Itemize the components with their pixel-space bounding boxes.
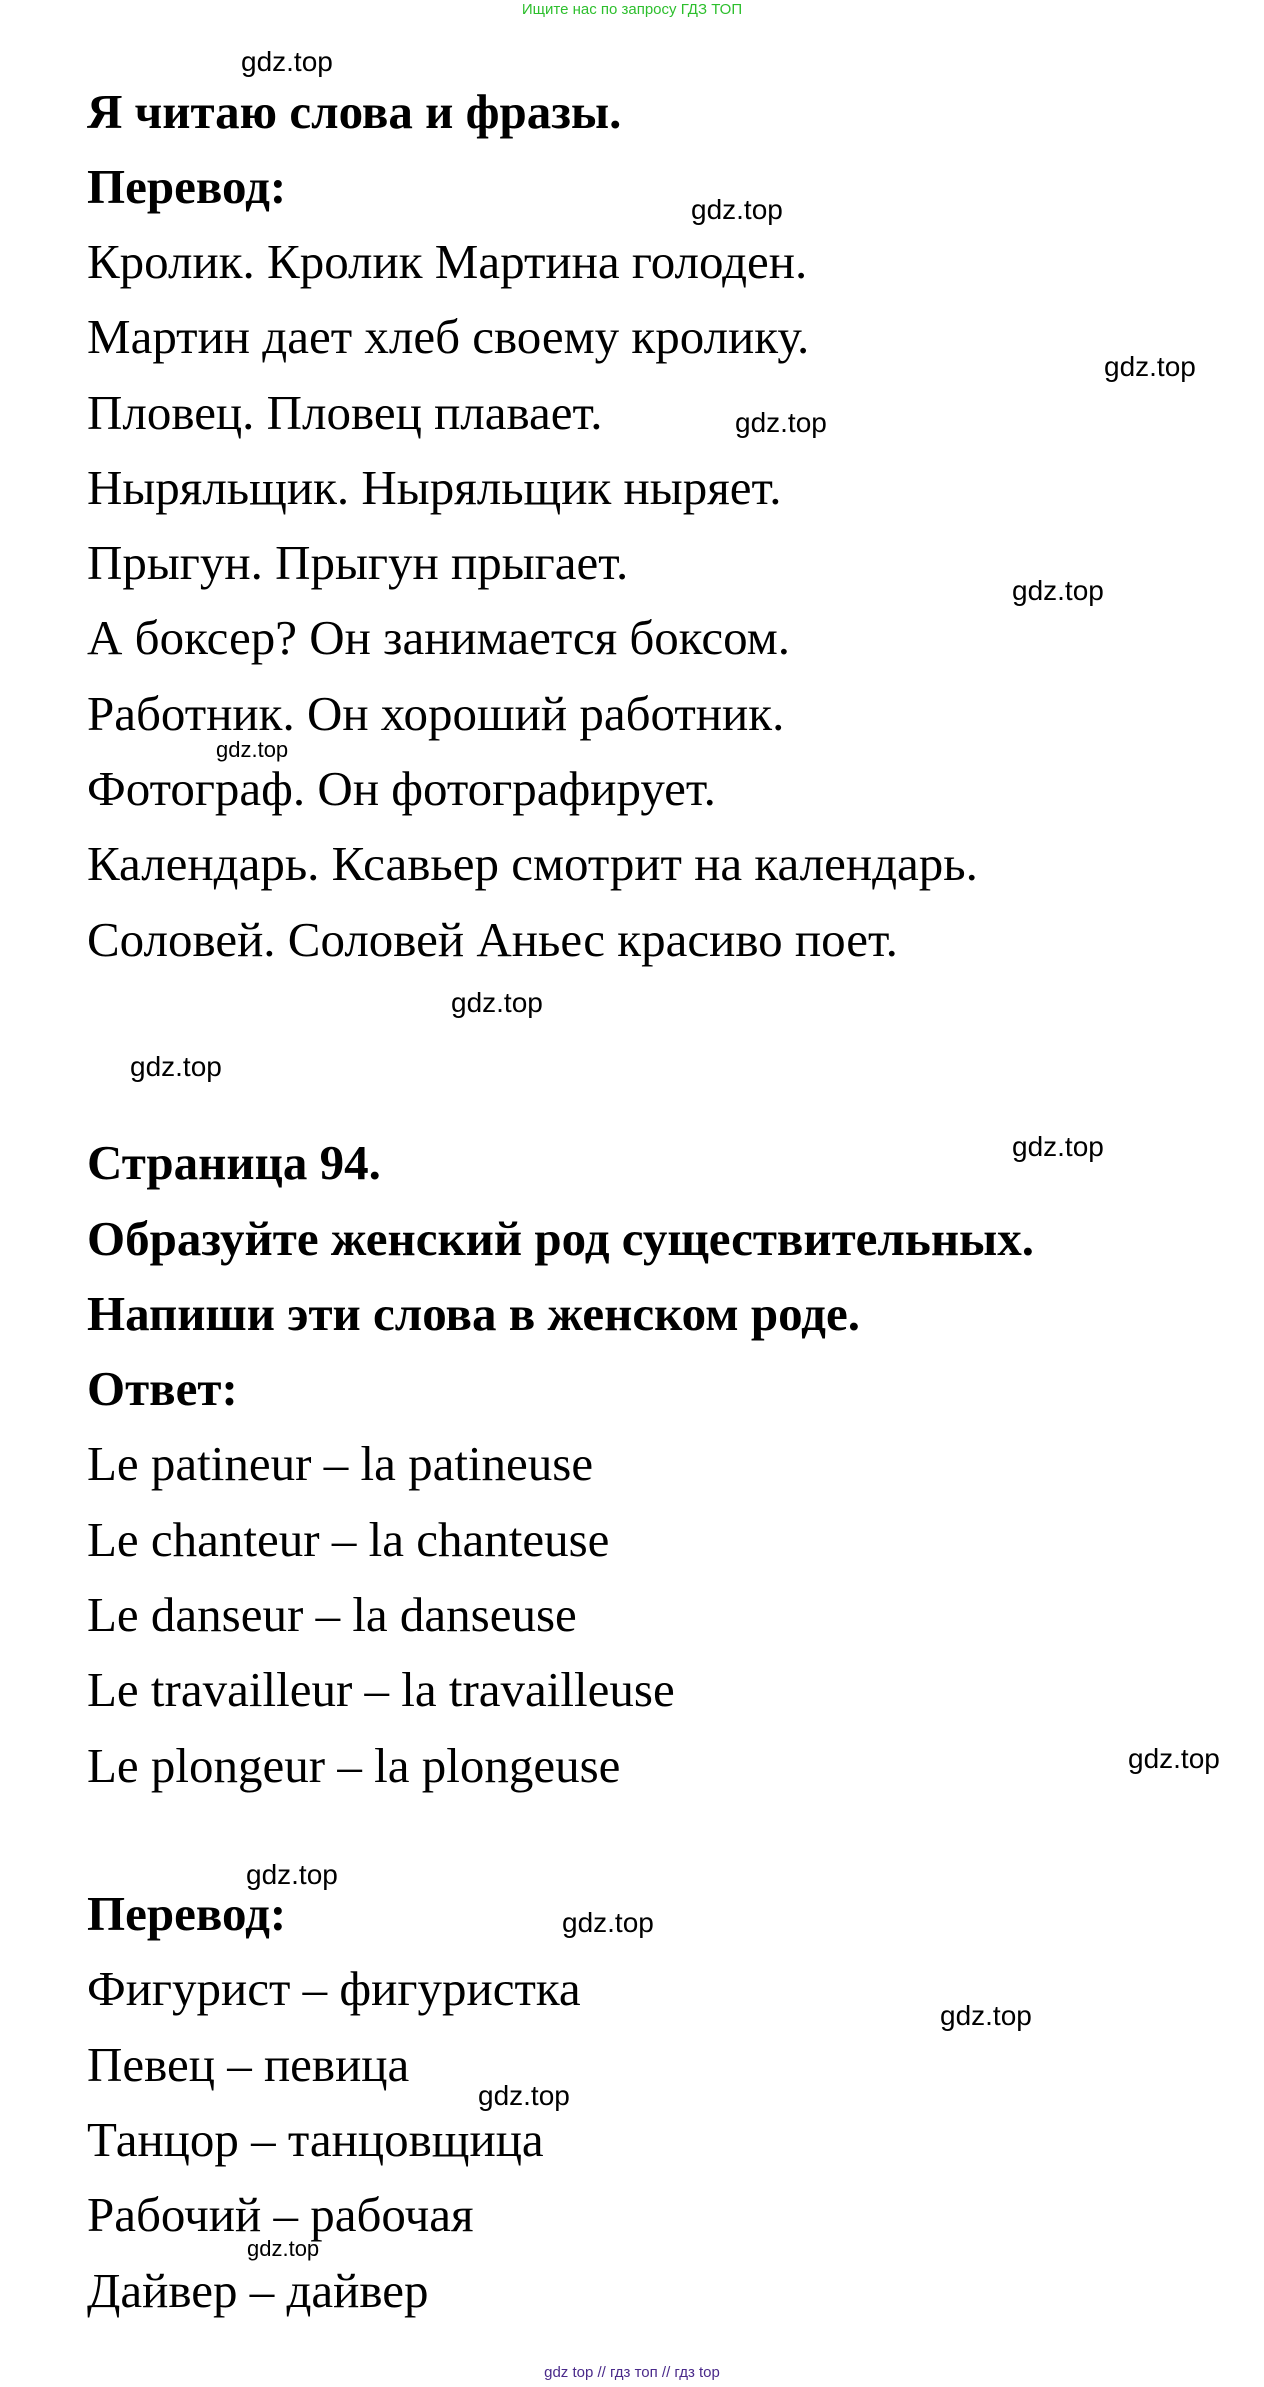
section-title: Я читаю слова и фразы. xyxy=(87,84,622,139)
translation-line: Фигурист – фигуристка xyxy=(87,1961,581,2016)
watermark: gdz.top xyxy=(691,194,783,225)
answer-line: Le plongeur – la plongeuse xyxy=(87,1738,621,1793)
task-text: Образуйте женский род существительных. xyxy=(87,1211,1035,1266)
translation-line: Танцор – танцовщица xyxy=(87,2112,544,2167)
translation-line: Календарь. Ксавьер смотрит на календарь. xyxy=(87,836,978,891)
watermark: gdz.top xyxy=(247,2236,320,2261)
top-banner-link[interactable]: Ищите нас по запросу ГДЗ ТОП xyxy=(521,1,743,18)
translation-label: Перевод: xyxy=(87,1886,287,1941)
translation-line: Мартин дает хлеб своему кролику. xyxy=(87,309,810,364)
translation-line: Дайвер – дайвер xyxy=(87,2263,429,2318)
task-text-alt: Напиши эти слова в женском роде. xyxy=(87,1286,860,1341)
translation-line: А боксер? Он занимается боксом. xyxy=(87,610,790,665)
answer-line: Le danseur – la danseuse xyxy=(87,1587,577,1642)
watermark: gdz.top xyxy=(562,1907,654,1938)
footer-banner-links[interactable]: gdz top // гдз топ // гдз top xyxy=(544,2364,720,2381)
watermark: gdz.top xyxy=(246,1859,338,1890)
translation-line: Певец – певица xyxy=(87,2037,410,2092)
translation-line: Фотограф. Он фотографирует. xyxy=(87,761,716,816)
translation-line: Рабочий – рабочая xyxy=(87,2187,474,2242)
answer-line: Le travailleur – la travailleuse xyxy=(87,1662,675,1717)
watermark: gdz.top xyxy=(1128,1743,1220,1774)
watermark: gdz.top xyxy=(241,46,333,77)
watermark: gdz.top xyxy=(478,2080,570,2111)
page-heading: Страница 94. xyxy=(87,1135,381,1190)
translation-line: Работник. Он хороший работник. xyxy=(87,686,785,741)
answer-line: Le patineur – la patineuse xyxy=(87,1436,594,1491)
watermark: gdz.top xyxy=(735,407,827,438)
translation-line: Ныряльщик. Ныряльщик ныряет. xyxy=(87,460,782,515)
watermark: gdz.top xyxy=(1012,575,1104,606)
watermark: gdz.top xyxy=(1012,1131,1104,1162)
watermark: gdz.top xyxy=(130,1051,222,1082)
answer-label: Ответ: xyxy=(87,1361,238,1416)
translation-line: Соловей. Соловей Аньес красиво поет. xyxy=(87,912,898,967)
watermark: gdz.top xyxy=(451,987,543,1018)
translation-label: Перевод: xyxy=(87,159,287,214)
translation-line: Пловец. Пловец плавает. xyxy=(87,385,603,440)
watermark: gdz.top xyxy=(1104,351,1196,382)
watermark: gdz.top xyxy=(216,737,289,762)
watermark: gdz.top xyxy=(940,2000,1032,2031)
translation-line: Прыгун. Прыгун прыгает. xyxy=(87,535,629,590)
answer-line: Le chanteur – la chanteuse xyxy=(87,1512,610,1567)
translation-line: Кролик. Кролик Мартина голоден. xyxy=(87,234,808,289)
